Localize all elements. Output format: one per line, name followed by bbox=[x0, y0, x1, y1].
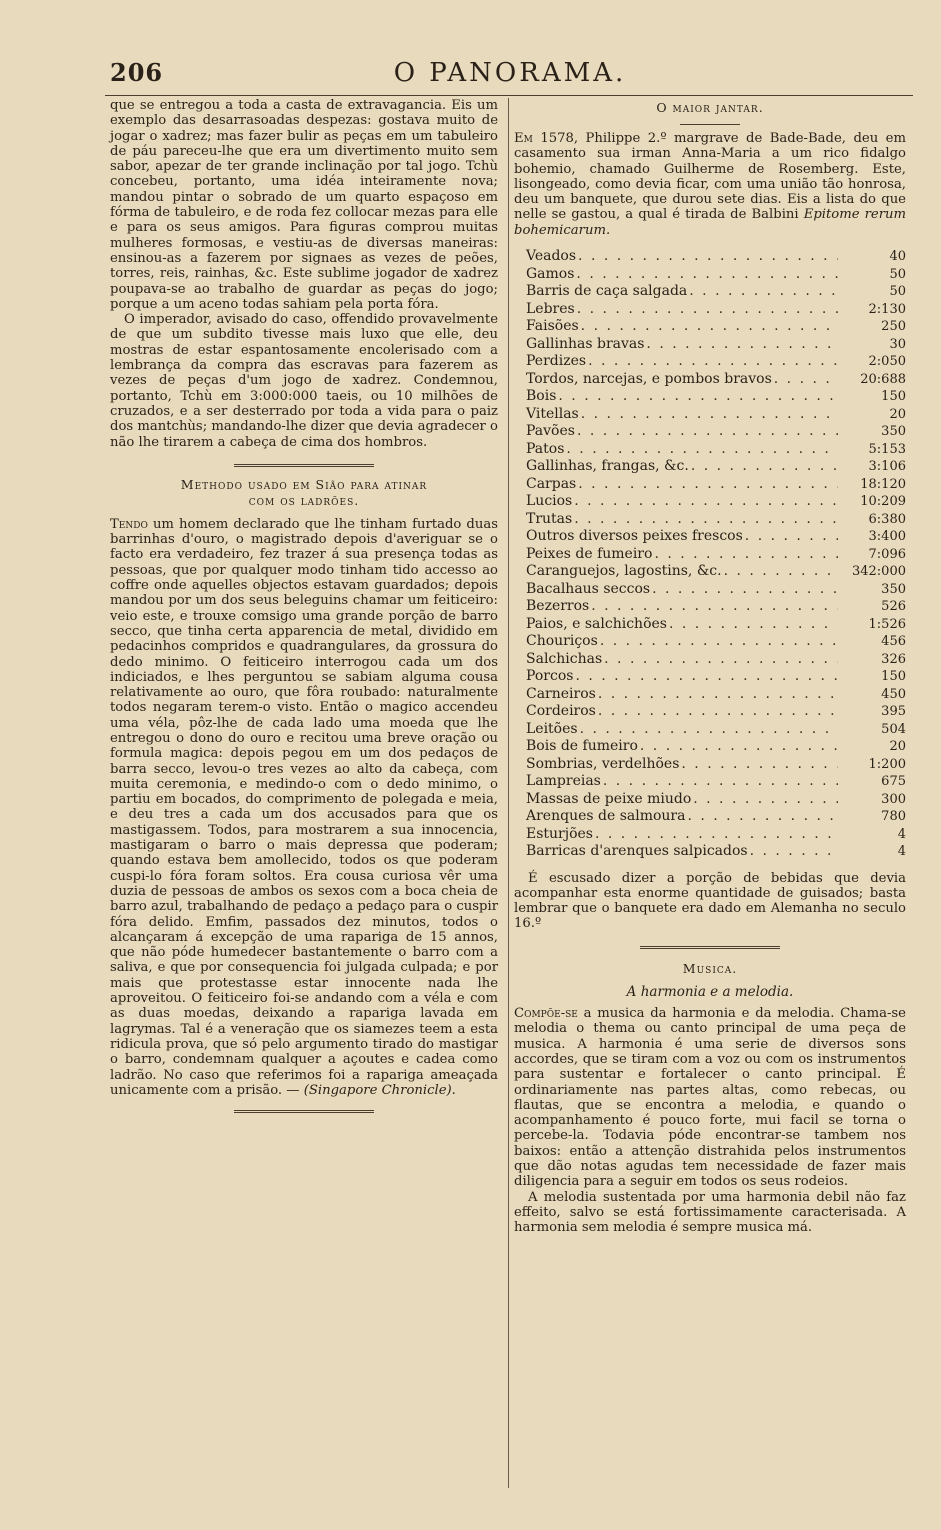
item-quantity: 2:050 bbox=[868, 354, 906, 370]
left-column bbox=[110, 98, 498, 1121]
item-quantity: 6:380 bbox=[868, 511, 906, 527]
banquet-list-item bbox=[526, 388, 906, 406]
right-column bbox=[514, 98, 906, 1236]
item-name: Perdizes bbox=[526, 353, 587, 370]
leader-dots bbox=[574, 511, 838, 529]
article-emperor-paragraph: O imperador, avisado do caso, offendido provavelmente de que um subdito tivesse mais luxo que elle, deu mostras de estar espantosamente encolerisado com a lembrança da compra das escravas para fazerem as vezes de peças d'um jogo de xadrez. Condemnou, portanto, Tchù em 3:000:000 taeis, ou 10 milhões de cruzados, e a ser desterrado por toda a vida para o paiz dos mantchùs; mandando-lhe dizer que devia agradecer o não lhe tirarem a cabeça de cima dos hombros. bbox=[110, 312, 498, 450]
siam-article-heading bbox=[110, 477, 498, 509]
item-name: Lampreias bbox=[526, 773, 601, 790]
banquet-list-item bbox=[526, 651, 906, 669]
leader-dots bbox=[598, 686, 838, 704]
page-number: 206 bbox=[110, 58, 164, 87]
item-quantity: 456 bbox=[881, 634, 906, 650]
banquet-list-item bbox=[526, 668, 906, 686]
item-quantity: 675 bbox=[881, 774, 906, 790]
leader-dots bbox=[591, 598, 838, 616]
banquet-list-item bbox=[526, 581, 906, 599]
item-quantity: 350 bbox=[881, 424, 906, 440]
leader-dots bbox=[774, 371, 838, 389]
banquet-list-item bbox=[526, 353, 906, 371]
item-quantity: 20 bbox=[889, 406, 906, 422]
leader-dots bbox=[578, 476, 838, 494]
banquet-list-item bbox=[526, 493, 906, 511]
item-quantity: 350 bbox=[881, 581, 906, 597]
leader-dots bbox=[580, 721, 838, 739]
banquet-list-item bbox=[526, 563, 906, 581]
banquet-list-item bbox=[526, 283, 906, 301]
source-citation: (Singapore Chronicle). bbox=[303, 1082, 456, 1098]
banquet-list-item bbox=[526, 773, 906, 791]
banquet-list-item bbox=[526, 598, 906, 616]
column-divider bbox=[508, 98, 509, 1488]
item-name: Tordos, narcejas, e pombos bravos bbox=[526, 370, 772, 387]
item-quantity: 1:526 bbox=[868, 616, 906, 632]
leader-dots bbox=[750, 843, 838, 861]
item-quantity: 1:200 bbox=[868, 756, 906, 772]
leader-dots bbox=[581, 318, 838, 336]
item-quantity: 250 bbox=[881, 319, 906, 335]
banquet-list-item bbox=[526, 826, 906, 844]
banquet-list-item bbox=[526, 441, 906, 459]
item-quantity: 504 bbox=[881, 721, 906, 737]
item-name: Caranguejos, lagostins, &c. bbox=[526, 563, 722, 580]
item-quantity: 326 bbox=[881, 651, 906, 667]
item-quantity: 40 bbox=[889, 249, 906, 265]
item-name: Barricas d'arenques salpicados bbox=[526, 843, 748, 860]
music-paragraph-2: A melodia sustentada por uma harmonia debil não faz effeito, salvo se está fortissimamente caracterisada. A harmonia sem melodia é sempre musica má. bbox=[514, 1189, 906, 1236]
item-name: Gamos bbox=[526, 265, 575, 282]
item-quantity: 150 bbox=[881, 669, 906, 685]
item-name: Trutas bbox=[526, 510, 573, 527]
item-name: Outros diversos peixes frescos bbox=[526, 528, 743, 545]
item-quantity: 30 bbox=[889, 336, 906, 352]
item-quantity: 18:120 bbox=[860, 476, 906, 492]
leader-dots bbox=[588, 353, 838, 371]
item-quantity: 526 bbox=[881, 599, 906, 615]
intro-lead-word: Em bbox=[514, 131, 533, 146]
banquet-list-item bbox=[526, 406, 906, 424]
item-quantity: 395 bbox=[881, 704, 906, 720]
item-quantity: 2:130 bbox=[868, 301, 906, 317]
intro-text: 1578, Philippe 2.º margrave de Bade-Bade, deu em casamento sua irman Anna-Maria a um rico fidalgo bohemio, chamado Guilherme de Rosemberg. Este, lisongeado, como devia ficar, com uma união tão honrosa, deu um banquete, que durou sete dias. Eis a lista do que nelle se gastou, a qual é tirada de Balbini bbox=[514, 131, 906, 223]
section-end-rule bbox=[234, 1110, 374, 1113]
banquet-list-item bbox=[526, 633, 906, 651]
item-name: Carpas bbox=[526, 475, 577, 492]
item-quantity: 50 bbox=[889, 284, 906, 300]
banquet-list-item bbox=[526, 791, 906, 809]
banquet-list-item bbox=[526, 616, 906, 634]
item-quantity: 4 bbox=[897, 844, 906, 860]
banquet-list-item bbox=[526, 266, 906, 284]
banquet-list-item bbox=[526, 721, 906, 739]
banquet-list-item bbox=[526, 248, 906, 266]
drop-lead-word: Tendo bbox=[110, 516, 148, 532]
leader-dots bbox=[654, 546, 838, 564]
banquet-heading: O maior jantar. bbox=[656, 100, 764, 115]
leader-dots bbox=[646, 336, 838, 354]
item-name: Arenques de salmoura bbox=[526, 808, 686, 825]
item-name: Bois de fumeiro bbox=[526, 738, 638, 755]
item-name: Esturjões bbox=[526, 825, 593, 842]
banquet-closing: É escusado dizer a porção de bebidas que devia acompanhar esta enorme quantidade de guisados; basta lembrar que o banquete era dado em Alemanha no seculo 16.º bbox=[514, 870, 906, 932]
banquet-list-item bbox=[526, 703, 906, 721]
item-quantity: 10:209 bbox=[860, 494, 906, 510]
item-name: Pavões bbox=[526, 423, 575, 440]
item-name: Barris de caça salgada bbox=[526, 283, 688, 300]
banquet-list-item bbox=[526, 738, 906, 756]
item-name: Faisões bbox=[526, 318, 579, 335]
banquet-list-item bbox=[526, 511, 906, 529]
leader-dots bbox=[604, 651, 838, 669]
leader-dots bbox=[581, 406, 838, 424]
item-name: Sombrias, verdelhões bbox=[526, 755, 680, 772]
item-name: Lucios bbox=[526, 493, 573, 510]
item-name: Salchichas bbox=[526, 650, 603, 667]
item-name: Cordeiros bbox=[526, 703, 596, 720]
leader-dots bbox=[693, 791, 838, 809]
leader-dots bbox=[681, 756, 838, 774]
item-quantity: 780 bbox=[881, 809, 906, 825]
siam-article-body bbox=[110, 517, 498, 1098]
music-paragraph-1 bbox=[514, 1006, 906, 1190]
item-name: Gallinhas bravas bbox=[526, 335, 645, 352]
item-name: Vitellas bbox=[526, 405, 579, 422]
section-rule bbox=[234, 464, 374, 467]
article-continuation-paragraph: que se entregou a toda a casta de extravagancia. Eis um exemplo das desarrasoadas despezas: gostava muito de jogar o xadrez; mas fazer bulir as peças em um tabuleiro de páu pareceu-lhe que era um divertimento muito sem sabor, apezar de ter grande inclinação por tal jogo. Tchù concebeu, portanto, uma idéa inteiramente nova; mandou pintar o sobrado de um quarto espaçoso em fórma de tabuleiro, e de roda fez collocar mezas para elle e para os seus amigos. Para figuras comprou muitas mulheres formosas, e vestiu-as de diversas maneiras: ensinou-as a fazerem por signaes as vezes de peões, torres, reis, rainhas, &c. Este sublime jogador de xadrez poupava-se ao trabalho de guardar as peças do jogo; porque a um aceno todas sahiam pela porta fóra. bbox=[110, 98, 498, 312]
leader-dots bbox=[566, 441, 838, 459]
siam-heading-line-1: Methodo usado em Sião para atinar bbox=[180, 476, 428, 492]
item-name: Veados bbox=[526, 248, 577, 265]
banquet-list-item bbox=[526, 318, 906, 336]
banquet-list-item bbox=[526, 301, 906, 319]
banquet-list-item bbox=[526, 546, 906, 564]
leader-dots bbox=[598, 703, 838, 721]
heading-rule bbox=[680, 124, 740, 125]
music-text-1: a musica da harmonia e da melodia. Chama-se melodia o thema ou canto principal de uma peça de musica. A harmonia é uma serie de diversos sons accordes, que se tiram com a voz ou com os instrumentos para sustentar e fortalecer o canto principal. É ordinariamente nas partes altas, como rebecas, ou flautas, que se encontra a melodia, e quando o acompanhamento é pouco forte, mui facil se torna o percebe-la. Todavia póde encontrar-se tambem nos baixos: então a attenção distrahida pelos instrumentos que dão notas agudas tem necessidade de fazer mais diligencia para a seguir em todos os seus rodeios. bbox=[514, 1006, 906, 1190]
music-subheading: A harmonia e a melodia. bbox=[626, 983, 794, 1000]
leader-dots bbox=[603, 773, 838, 791]
item-name: Porcos bbox=[526, 668, 574, 685]
banquet-list bbox=[526, 248, 906, 861]
banquet-list-item bbox=[526, 458, 906, 476]
leader-dots bbox=[577, 423, 838, 441]
item-name: Lebres bbox=[526, 300, 575, 317]
item-name: Leitões bbox=[526, 720, 578, 737]
item-quantity: 7:096 bbox=[868, 546, 906, 562]
item-name: Carneiros bbox=[526, 685, 596, 702]
leader-dots bbox=[595, 826, 838, 844]
leader-dots bbox=[691, 458, 838, 476]
banquet-list-item bbox=[526, 528, 906, 546]
leader-dots bbox=[577, 301, 838, 319]
banquet-list-item bbox=[526, 843, 906, 861]
item-quantity: 20 bbox=[889, 739, 906, 755]
item-quantity: 4 bbox=[897, 826, 906, 842]
item-name: Bezerros bbox=[526, 598, 590, 615]
leader-dots bbox=[724, 563, 838, 581]
item-quantity: 450 bbox=[881, 686, 906, 702]
leader-dots bbox=[652, 581, 838, 599]
page-header bbox=[110, 58, 910, 92]
item-quantity: 300 bbox=[881, 791, 906, 807]
item-name: Paios, e salchichões bbox=[526, 615, 667, 632]
item-quantity: 3:400 bbox=[868, 529, 906, 545]
siam-article-text: um homem declarado que lhe tinham furtado duas barrinhas d'ouro, o magistrado depois d'averiguar se o facto era verdadeiro, fez trazer á sua presença todas as pessoas, que por qualquer modo tinham tido accesso ao coffre onde aquelles objectos estavam guardados; depois mandou por um dos seus beleguins chamar um feiticeiro: veio este, e trouxe comsigo uma grande porção de barro secco, que tinha certa apparencia de metal, dividido em pedacinhos compridos e quadrangulares, da grossura do dedo minimo. O feiticeiro interrogou cada um dos indiciados, e lhes perguntou se sabiam alguma cousa relativamente ao ouro, que fôra roubado: naturalmente todos negaram terem-o visto. Então o magico accendeu uma véla, pôz-lhe de cada lado uma moeda que lhe entregou o dono do ouro e recitou uma breve oração ou formula magica: depois pegou em um dos pedaços de barra secco, levou-o tres vezes ao alto da cabeça, com muita ceremonia, e medindo-o com o dedo minimo, o partiu em bocados, do comprimento de polegada e meia, e deu tres a cada um dos accusados para que os mastigassem. Todos, para mostrarem a sua innocencia, mastigaram o barro o mais depressa que poderam; quando estava bem amollecido, todos os que poderam cuspi-lo fóra foram soltos. Era cousa curiosa vêr uma duzia de pessoas de ambos os sexos com a boca cheia de barro azul, trabalhando de pedaço a pedaço para o cuspir fóra delido. Emfim, passados dez minutos, todos o alcançaram á excepção de uma rapariga de 15 annos, que não póde humedecer bastantemente o barro com a saliva, e que por consequencia foi julgada culpada; e por mais que protestasse estar innocente nada lhe aproveitou. O feiticeiro foi-se andando com a véla e com as duas moedas, deixando a rapariga lavada em lagrymas. Tal é a veneração que os siamezes teem a esta ridicula prova, que só pelo argumento tirado do mastigar o barro, condemnam qualquer a açoutes e cadea como ladrão. No caso que referimos foi a rapariga ameaçada unicamente com a prisão. — bbox=[110, 516, 498, 1098]
leader-dots bbox=[575, 668, 838, 686]
leader-dots bbox=[687, 808, 838, 826]
music-lead-word: Compõe-se bbox=[514, 1006, 578, 1022]
leader-dots bbox=[669, 616, 838, 634]
leader-dots bbox=[558, 388, 838, 406]
item-quantity: 5:153 bbox=[868, 441, 906, 457]
leader-dots bbox=[574, 493, 838, 511]
banquet-intro bbox=[514, 131, 906, 238]
item-name: Peixes de fumeiro bbox=[526, 545, 653, 562]
journal-title: O PANORAMA. bbox=[393, 58, 627, 88]
siam-heading-line-2: com os ladrões. bbox=[248, 492, 360, 508]
banquet-list-item bbox=[526, 336, 906, 354]
banquet-list-item bbox=[526, 756, 906, 774]
item-name: Gallinhas, frangas, &c. bbox=[526, 458, 689, 475]
book-title: Epitome rerum bohemicarum. bbox=[514, 207, 906, 238]
leader-dots bbox=[745, 528, 838, 546]
item-quantity: 342:000 bbox=[851, 564, 906, 580]
section-rule bbox=[640, 946, 780, 949]
banquet-list-item bbox=[526, 686, 906, 704]
banquet-list-item bbox=[526, 808, 906, 826]
item-quantity: 150 bbox=[881, 389, 906, 405]
leader-dots bbox=[689, 283, 838, 301]
item-name: Bois bbox=[526, 388, 557, 405]
item-quantity: 50 bbox=[889, 266, 906, 282]
music-heading: Musica. bbox=[682, 960, 738, 976]
header-rule bbox=[105, 95, 913, 96]
banquet-list-item bbox=[526, 476, 906, 494]
item-quantity: 3:106 bbox=[868, 459, 906, 475]
leader-dots bbox=[600, 633, 838, 651]
item-name: Patos bbox=[526, 440, 565, 457]
leader-dots bbox=[576, 266, 838, 284]
item-name: Massas de peixe miudo bbox=[526, 790, 692, 807]
banquet-list-item bbox=[526, 423, 906, 441]
leader-dots bbox=[640, 738, 838, 756]
item-name: Bacalhaus seccos bbox=[526, 580, 651, 597]
item-quantity: 20:688 bbox=[860, 371, 906, 387]
leader-dots bbox=[578, 248, 838, 266]
item-name: Chouriços bbox=[526, 633, 598, 650]
banquet-list-item bbox=[526, 371, 906, 389]
